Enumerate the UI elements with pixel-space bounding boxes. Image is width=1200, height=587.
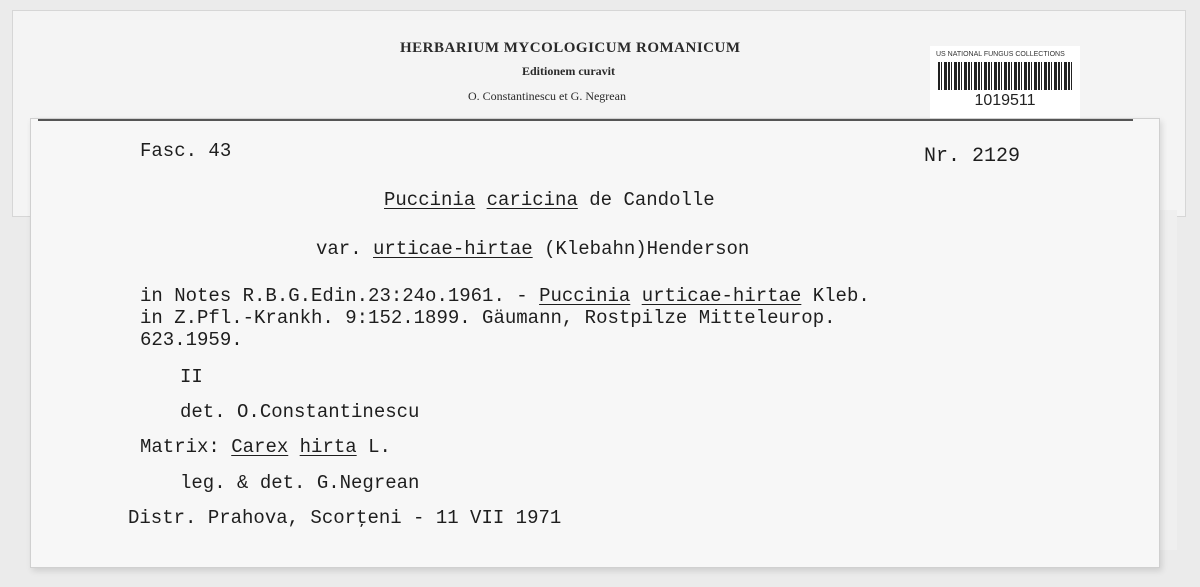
barcode-title: US NATIONAL FUNGUS COLLECTIONS [936,51,1065,58]
variety-name [316,238,749,260]
fascicle: Fasc. 43 [140,140,232,162]
citation-start: in Notes R.B.G.Edin.23:24o.1961. - [140,285,540,307]
citation-genus: Puccinia [539,285,631,307]
citation-line-3: 623.1959. [140,329,243,351]
collector: leg. & det. G.Negrean [180,472,420,494]
header-editor-line: Editionem curavit [522,64,615,78]
header-divider [38,119,1133,121]
citation-line-1 [140,285,870,307]
matrix-epithet: hirta [299,436,357,458]
determiner: det. O.Constantinescu [180,401,420,423]
exsiccata-number: Nr. 2129 [924,145,1021,168]
species-name [384,189,715,211]
species-epithet: caricina [486,189,578,211]
matrix-genus: Carex [231,436,289,458]
variety-author: (Klebahn)Henderson [544,238,750,260]
species-genus: Puccinia [384,189,476,211]
matrix-author: L. [368,436,391,458]
variety-prefix: var. [316,238,362,260]
header-title: HERBARIUM MYCOLOGICUM ROMANICUM [400,40,741,56]
citation-author: Kleb. [812,285,870,307]
matrix-label: Matrix: [140,436,220,458]
barcode-number: 1019511 [974,92,1036,109]
barcode-label [930,46,1080,118]
citation-epithet: urticae-hirtae [641,285,802,307]
header-editors: O. Constantinescu et G. Negrean [468,89,626,103]
variety-epithet: urticae-hirtae [373,238,533,260]
citation-line-2: in Z.Pfl.-Krankh. 9:152.1899. Gäumann, Rostpilze Mitteleurop. [140,307,836,329]
barcode-icon [938,62,1074,90]
species-author: de Candolle [589,189,715,211]
locality-date: Distr. Prahova, Scorţeni - 11 VII 1971 [128,507,562,529]
matrix-line [140,436,391,458]
spore-stage: II [180,366,203,388]
